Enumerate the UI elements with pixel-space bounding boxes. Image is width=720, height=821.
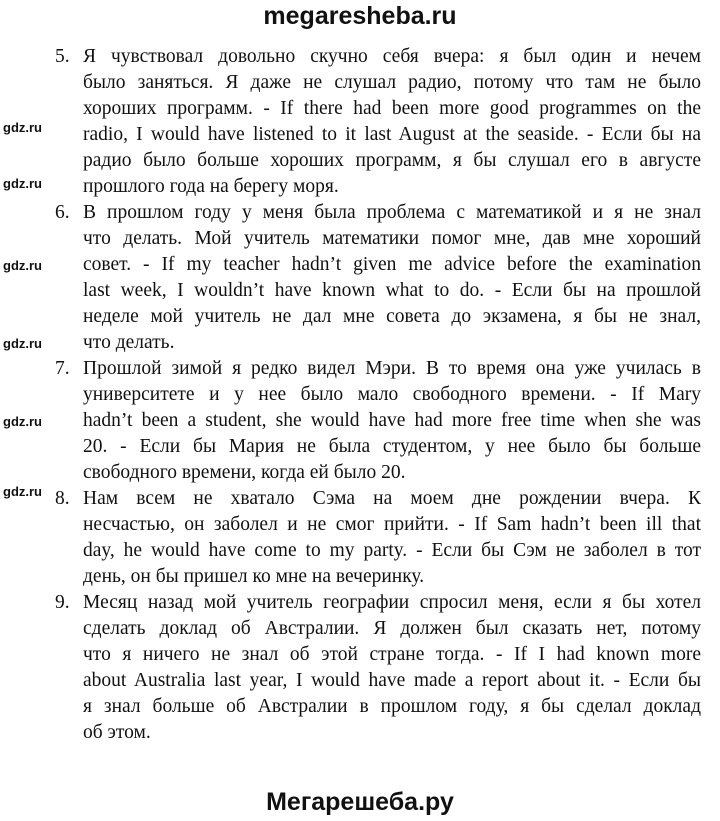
exercise-list: [0, 44, 720, 746]
text-line: сделать доклад об Австралии. Я должен был сказать нет, потому: [83, 618, 701, 639]
text-line: университете и у нее было мало свободного времени. - If Mary: [83, 384, 701, 405]
watermark: gdz.ru: [3, 258, 42, 273]
text-line: я знал больше об Австралии в прошлом году, я бы сделал доклад: [83, 696, 701, 717]
text-line: неделе мой учитель не дал мне совета до экзамена, я бы не знал,: [83, 306, 701, 327]
text-line: Месяц назад мой учитель географии спросил меня, если я бы хотел: [83, 592, 701, 613]
footer-title: Мегарешеба.ру: [266, 788, 454, 816]
exercise-item: [0, 44, 720, 200]
watermark: gdz.ru: [3, 336, 42, 351]
exercise-item: [0, 486, 720, 590]
text-line: radio, I would have listened to it last August at the seaside. - Если бы на: [83, 124, 701, 145]
watermark: gdz.ru: [3, 120, 42, 135]
text-line: прошлого года на берегу моря.: [83, 176, 339, 197]
text-line: about Australia last year, I would have made a report about it. - Если бы: [83, 670, 701, 691]
text-line: что делать.: [83, 332, 175, 353]
text-line: 20. - Если бы Мария не была студентом, у нее было бы больше: [83, 436, 701, 457]
item-number: 8.: [55, 488, 70, 509]
item-number: 9.: [55, 592, 70, 613]
text-line: было заняться. Я даже не слушал радио, потому что там не было: [83, 72, 701, 93]
exercise-item: [0, 200, 720, 356]
text-line: last week, I wouldn’t have known what to do. - Если бы на прошлой: [83, 280, 701, 301]
site-title: megaresheba.ru: [263, 2, 457, 30]
watermark: gdz.ru: [3, 176, 42, 191]
text-line: свободного времени, когда ей было 20.: [83, 462, 406, 483]
text-line: радио было больше хороших программ, я бы слушал его в августе: [83, 150, 701, 171]
watermark: gdz.ru: [3, 484, 42, 499]
text-line: В прошлом году у меня была проблема с математикой и я не знал: [83, 202, 701, 223]
text-line: Нам всем не хватало Сэма на моем дне рождении вчера. К: [83, 488, 701, 509]
text-line: hadn’t been a student, she would have had more free time when she was: [83, 410, 701, 431]
text-line: день, он бы пришел ко мне на вечеринку.: [83, 566, 425, 587]
text-line: хороших программ. - If there had been more good programmes on the: [83, 98, 701, 119]
exercise-item: [0, 356, 720, 486]
text-line: об этом.: [83, 722, 151, 743]
text-line: что я ничего не знал об этой стране тогда. - If I had known more: [83, 644, 701, 665]
text-line: Я чувствовал довольно скучно себя вчера: я был один и нечем: [83, 46, 701, 67]
item-number: 6.: [55, 202, 70, 223]
text-line: несчастью, он заболел и не смог прийти. - If Sam hadn’t been ill that: [83, 514, 701, 535]
watermark: gdz.ru: [3, 414, 42, 429]
text-line: Прошлой зимой я редко видел Мэри. В то время она уже училась в: [83, 358, 701, 379]
text-line: что делать. Мой учитель математики помог мне, дав мне хороший: [83, 228, 701, 249]
item-number: 7.: [55, 358, 70, 379]
text-line: совет. - If my teacher hadn’t given me advice before the examination: [83, 254, 701, 275]
text-line: day, he would have come to my party. - Если бы Сэм не заболел в тот: [83, 540, 701, 561]
item-number: 5.: [55, 46, 70, 67]
exercise-item: [0, 590, 720, 746]
